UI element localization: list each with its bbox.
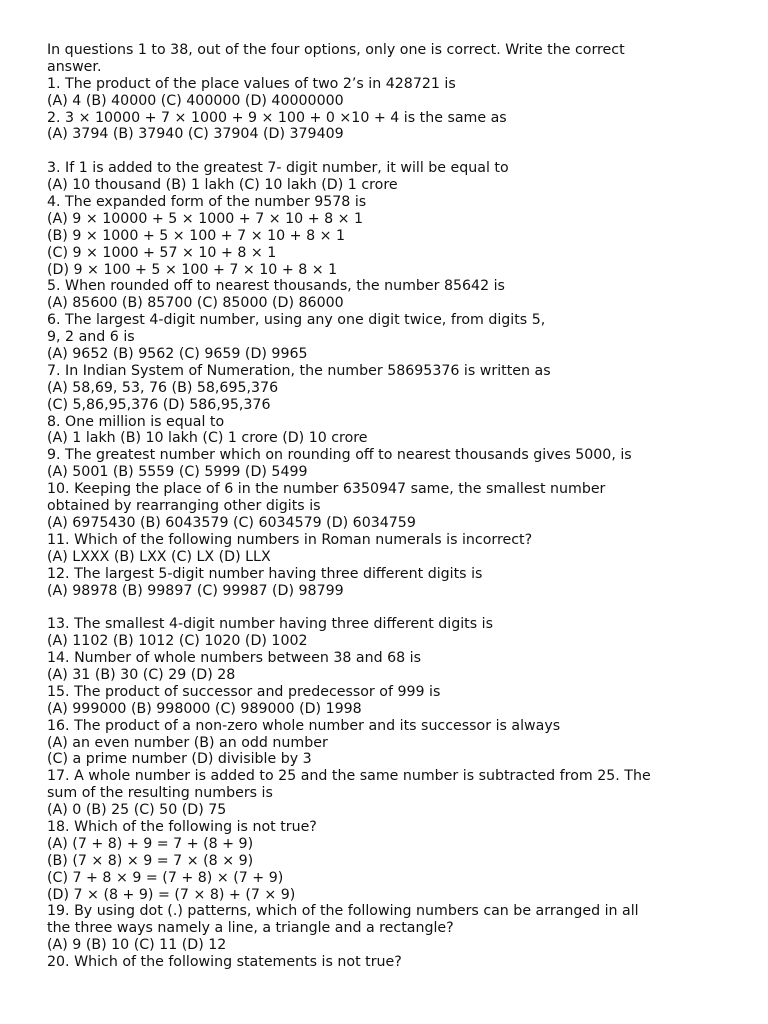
question-4-option-a: (A) 9 × 10000 + 5 × 1000 + 7 × 10 + 8 × 1 — [47, 210, 364, 227]
question-10-continued: obtained by rearranging other digits is — [47, 498, 321, 515]
question-11: 11. Which of the following numbers in Roman numerals is incorrect? — [47, 531, 533, 548]
question-15: 15. The product of successor and predecessor of 999 is — [47, 683, 441, 700]
question-9: 9. The greatest number which on rounding off to nearest thousands gives 5000, is — [47, 447, 632, 464]
question-6-options: (A) 9652 (B) 9562 (C) 9659 (D) 9965 — [47, 346, 308, 363]
question-4-option-d: (D) 9 × 100 + 5 × 100 + 7 × 10 + 8 × 1 — [47, 261, 338, 278]
question-7: 7. In Indian System of Numeration, the number 58695376 is written as — [47, 362, 551, 379]
question-8: 8. One million is equal to — [47, 413, 225, 430]
question-16-options-ab: (A) an even number (B) an odd number — [47, 734, 328, 751]
instruction-line-1: In questions 1 to 38, out of the four options, only one is correct. Write the correct — [47, 42, 625, 58]
question-17-continued: sum of the resulting numbers is — [47, 785, 273, 802]
question-5-options: (A) 85600 (B) 85700 (C) 85000 (D) 86000 — [47, 295, 344, 312]
question-16-options-cd: (C) a prime number (D) divisible by 3 — [47, 751, 312, 768]
question-9-options: (A) 5001 (B) 5559 (C) 5999 (D) 5499 — [47, 464, 308, 481]
question-17-options: (A) 0 (B) 25 (C) 50 (D) 75 — [47, 802, 227, 819]
question-18-option-b: (B) (7 × 8) × 9 = 7 × (8 × 9) — [47, 852, 254, 869]
question-2: 2. 3 × 10000 + 7 × 1000 + 9 × 100 + 0 ×10 + 4 is the same as — [47, 109, 507, 126]
question-1-options: (A) 4 (B) 40000 (C) 400000 (D) 40000000 — [47, 92, 344, 109]
instruction-line-2: answer. — [47, 58, 102, 75]
question-12: 12. The largest 5-digit number having three different digits is — [47, 565, 483, 582]
question-17: 17. A whole number is added to 25 and the same number is subtracted from 25. The — [47, 768, 651, 785]
question-14-options: (A) 31 (B) 30 (C) 29 (D) 28 — [47, 666, 236, 683]
question-15-options: (A) 999000 (B) 998000 (C) 989000 (D) 1998 — [47, 700, 362, 717]
question-12-options: (A) 98978 (B) 99897 (C) 99987 (D) 98799 — [47, 582, 344, 599]
question-10: 10. Keeping the place of 6 in the number 6350947 same, the smallest number — [47, 481, 606, 498]
question-18-option-d: (D) 7 × (8 + 9) = (7 × 8) + (7 × 9) — [47, 886, 296, 903]
question-18: 18. Which of the following is not true? — [47, 818, 317, 835]
question-14: 14. Number of whole numbers between 38 and 68 is — [47, 650, 422, 667]
question-4-option-b: (B) 9 × 1000 + 5 × 100 + 7 × 10 + 8 × 1 — [47, 227, 346, 244]
question-13: 13. The smallest 4-digit number having three different digits is — [47, 616, 493, 633]
question-19: 19. By using dot (.) patterns, which of the following numbers can be arranged in all — [47, 903, 639, 920]
question-19-options: (A) 9 (B) 10 (C) 11 (D) 12 — [47, 937, 227, 954]
question-8-options: (A) 1 lakh (B) 10 lakh (C) 1 crore (D) 10 crore — [47, 430, 368, 447]
question-3: 3. If 1 is added to the greatest 7- digit number, it will be equal to — [47, 160, 509, 177]
blank-line — [47, 599, 747, 616]
question-4: 4. The expanded form of the number 9578 is — [47, 194, 367, 211]
blank-line — [47, 143, 747, 160]
question-18-option-c: (C) 7 + 8 × 9 = (7 + 8) × (7 + 9) — [47, 869, 284, 886]
question-20: 20. Which of the following statements is not true? — [47, 954, 402, 971]
question-7-options-cd: (C) 5,86,95,376 (D) 586,95,376 — [47, 396, 271, 413]
question-10-options: (A) 6975430 (B) 6043579 (C) 6034579 (D) 6034759 — [47, 514, 416, 531]
question-19-continued: the three ways namely a line, a triangle and a rectangle? — [47, 920, 454, 937]
question-18-option-a: (A) (7 + 8) + 9 = 7 + (8 + 9) — [47, 835, 254, 852]
question-6: 6. The largest 4-digit number, using any one digit twice, from digits 5, — [47, 312, 546, 329]
question-11-options: (A) LXXX (B) LXX (C) LX (D) LLX — [47, 548, 271, 565]
question-7-options-ab: (A) 58,69, 53, 76 (B) 58,695,376 — [47, 379, 279, 396]
question-6-continued: 9, 2 and 6 is — [47, 329, 135, 346]
question-3-options: (A) 10 thousand (B) 1 lakh (C) 10 lakh (D) 1 crore — [47, 177, 398, 194]
question-5: 5. When rounded off to nearest thousands, the number 85642 is — [47, 278, 505, 295]
question-2-options: (A) 3794 (B) 37940 (C) 37904 (D) 379409 — [47, 126, 344, 143]
document-body — [47, 42, 747, 971]
question-1: 1. The product of the place values of two 2’s in 428721 is — [47, 75, 456, 92]
question-16: 16. The product of a non-zero whole number and its successor is always — [47, 717, 561, 734]
question-4-option-c: (C) 9 × 1000 + 57 × 10 + 8 × 1 — [47, 244, 277, 261]
question-13-options: (A) 1102 (B) 1012 (C) 1020 (D) 1002 — [47, 633, 308, 650]
